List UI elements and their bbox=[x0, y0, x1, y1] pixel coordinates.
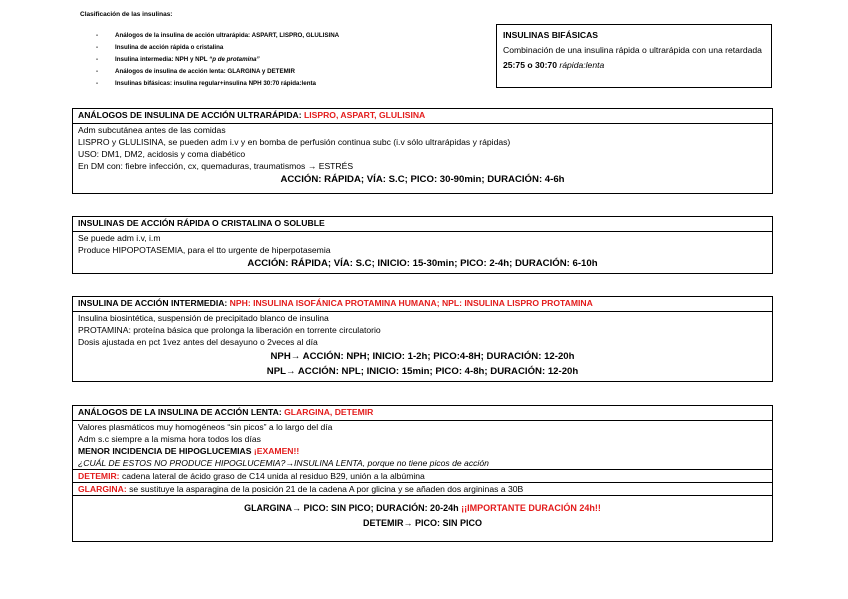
detemir-action: DETEMIR→ PICO: SIN PICO bbox=[362, 518, 482, 528]
slow-question: ¿CUÁL DE ESTOS NO PRODUCE HIPOGLUCEMIA?→INSULINA LENTA, porque no tiene picos de acción bbox=[78, 458, 489, 468]
ultra-action: ACCIÓN: RÁPIDA; VÍA: S.C; PICO: 30-90min; DURACIÓN: 4-6h bbox=[280, 174, 565, 185]
ultra-rapid-title: ANÁLOGOS DE INSULINA DE ACCIÓN ULTRARÁPIDA: LISPRO, ASPART, GLULISINA bbox=[73, 109, 772, 124]
list-item: - Análogos de la insulina de acción ultrarápida: ASPART, LISPRO, GLULISINA bbox=[96, 32, 340, 39]
intermediate-line: Dosis ajustada en pct 1vez antes del desayuno o 2veces al día bbox=[78, 337, 318, 347]
slow-hypo: MENOR INCIDENCIA DE HIPOGLUCEMIAS ¡EXAMEN!! bbox=[78, 446, 300, 456]
rapid-action: ACCIÓN: RÁPIDA; VÍA: S.C; INICIO: 15-30min; PICO: 2-4h; DURACIÓN: 6-10h bbox=[247, 258, 598, 269]
ultra-rapid-box bbox=[72, 108, 773, 194]
list-item: - Insulina intermedia: NPH y NPL “p de protamina” bbox=[96, 56, 260, 63]
rapid-box bbox=[72, 216, 773, 274]
npl-action: NPL→ ACCIÓN: NPL; INICIO: 15min; PICO: 4-8h; DURACIÓN: 12-20h bbox=[266, 366, 579, 377]
glargina-line: GLARGINA: se sustituye la asparagina de la posición 21 de la cadena A por glicina y se añaden dos argininas a 30B bbox=[73, 482, 772, 495]
rapid-title: INSULINAS DE ACCIÓN RÁPIDA O CRISTALINA O SOLUBLE bbox=[73, 217, 772, 232]
slow-line: Adm s.c siempre a la misma hora todos los días bbox=[78, 434, 261, 444]
slow-title: ANÁLOGOS DE LA INSULINA DE ACCIÓN LENTA: GLARGINA, DETEMIR bbox=[73, 406, 772, 421]
ultra-line: En DM con: fiebre infección, cx, quemaduras, traumatismos → ESTRÉS bbox=[78, 161, 354, 171]
slow-action-area bbox=[73, 495, 772, 531]
nph-action: NPH→ ACCIÓN: NPH; INICIO: 1-2h; PICO:4-8H; DURACIÓN: 12-20h bbox=[270, 351, 575, 362]
rapid-line: Produce HIPOPOTASEMIA, para el tto urgente de hiperpotasemia bbox=[78, 245, 331, 255]
classification-title: Clasificación de las insulinas: bbox=[80, 11, 173, 18]
intermediate-line: Insulina biosintética, suspensión de precipitado blanco de insulina bbox=[78, 313, 329, 323]
ultra-line: LISPRO y GLULISINA, se pueden adm i.v y en bomba de perfusión continua subc (i.v sólo ultrarápidas y rápidas) bbox=[78, 137, 511, 147]
intermediate-title: INSULINA DE ACCIÓN INTERMEDIA: NPH: INSULINA ISOFÁNICA PROTAMINA HUMANA; NPL: INSULINA LISPRO PROTAMINA bbox=[73, 297, 772, 312]
ultra-line: Adm subcutánea antes de las comidas bbox=[78, 125, 226, 135]
biphasic-box bbox=[496, 24, 772, 88]
side-title bbox=[10, 115, 60, 255]
biphasic-title: INSULINAS BIFÁSICAS bbox=[503, 30, 599, 40]
glargina-action: GLARGINA→ PICO: SIN PICO; DURACIÓN: 20-24h ¡¡IMPORTANTE DURACIÓN 24h!! bbox=[244, 503, 601, 513]
classification-list bbox=[96, 30, 339, 90]
detemir-line: DETEMIR: cadena lateral de ácido graso de C14 unida al residuo B29, unión a la albúmina bbox=[73, 469, 772, 482]
list-item: - Análogos de insulina de acción lenta: GLARGINA y DETEMIR bbox=[96, 68, 295, 75]
biphasic-ratio: 25:75 o 30:70 rápida:lenta bbox=[503, 60, 605, 70]
protamina-note: “p de protamina” bbox=[209, 56, 260, 63]
list-item: - Insulina de acción rápida o cristalina bbox=[96, 44, 224, 51]
intermediate-line: PROTAMINA: proteína básica que prolonga la liberación en torrente circulatorio bbox=[78, 325, 381, 335]
slow-box bbox=[72, 405, 773, 542]
biphasic-desc: Combinación de una insulina rápida o ultrarápida con una retardada bbox=[503, 45, 762, 55]
list-item: - Insulinas bifásicas: insulina regular+insulina NPH 30:70 rápida:lenta bbox=[96, 80, 316, 87]
slow-line: Valores plasmáticos muy homogéneos “sin picos” a lo largo del día bbox=[78, 422, 333, 432]
intermediate-box bbox=[72, 296, 773, 382]
rapid-line: Se puede adm i.v, i.m bbox=[78, 233, 161, 243]
ultra-line: USO: DM1, DM2, acidosis y coma diabético bbox=[78, 149, 246, 159]
